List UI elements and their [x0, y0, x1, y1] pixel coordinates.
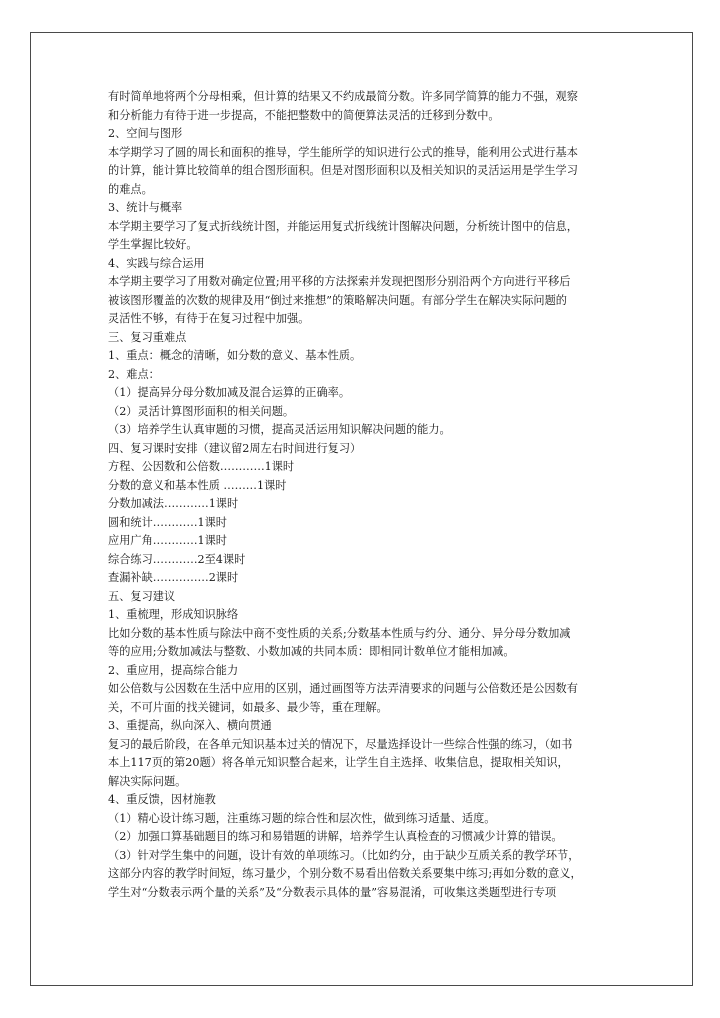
text-line: 2、重应用，提高综合能力: [108, 663, 239, 677]
text-line: 的计算，能计算比较简单的组合图形面积。但是对图形面积以及相关知识的灵活运用是学生学习: [108, 164, 578, 177]
text-line: （1）精心设计练习题，注重练习题的综合性和层次性，做到练习适量、适度。: [108, 811, 496, 825]
text-line: 1、重点：概念的清晰，如分数的意义、基本性质。: [108, 349, 362, 362]
text-line: 综合练习…………2至4课时: [108, 552, 246, 566]
text-line: （2）加强口算基础题目的练习和易错题的讲解，培养学生认真检查的习惯减少计算的错误。: [108, 830, 563, 843]
text-line: （1）提高异分母分数加减及混合运算的正确率。: [108, 386, 351, 399]
text-line: 3、统计与概率: [108, 201, 183, 214]
text-line: 被该图形覆盖的次数的规律及用“倒过来推想”的策略解决问题。有部分学生在解决实际问题的: [108, 293, 567, 307]
text-line: 本学期主要学习了用数对确定位置;用平移的方法探索并发现把图形分别沿两个方向进行平移后: [108, 275, 571, 288]
text-line: 复习的最后阶段，在各单元知识基本过关的情况下，尽量选择设计一些综合性强的练习，（如书: [108, 737, 573, 751]
text-line: 这部分内容的教学时间短，练习量少，个别分数不易看出倍数关系要集中练习;再如分数的意义，: [108, 867, 582, 880]
text-line: 2、空间与图形: [108, 127, 183, 140]
text-line: 应用广角…………1课时: [108, 534, 227, 547]
text-line: 学生对“分数表示两个量的关系”及“分数表示具体的量”容易混淆，可收集这类题型进行专项: [108, 885, 557, 899]
text-line: 解决实际问题。: [108, 774, 187, 788]
text-line: 学生掌握比较好。: [108, 238, 198, 251]
text-line: 圆和统计…………1课时: [108, 515, 227, 529]
text-line: 分数的意义和基本性质 ………1课时: [108, 478, 287, 492]
text-line: 三、复习重难点: [108, 330, 187, 344]
text-line: 查漏补缺……………2课时: [108, 571, 239, 584]
text-line: 和分析能力有待于进一步提高，不能把整数中的简便算法灵活的迁移到分数中。: [108, 108, 500, 122]
text-line: 1、重梳理，形成知识脉络: [108, 608, 239, 621]
document-body: [108, 88, 640, 902]
text-line: 比如分数的基本性质与除法中商不变性质的关系;分数基本性质与约分、通分、异分母分数加减: [108, 626, 571, 640]
text-line: 的难点。: [108, 182, 153, 196]
text-line: 方程、公因数和公倍数…………1课时: [108, 460, 295, 473]
text-line: 4、重反馈，因材施教: [108, 793, 216, 806]
text-line: 关，不可片面的找关键词，如最多、最少等，重在理解。: [108, 700, 388, 714]
text-line: 本学期学习了圆的周长和面积的推导，学生能所学的知识进行公式的推导，能利用公式进行基本: [108, 145, 578, 159]
text-line: 4、实践与综合运用: [108, 256, 205, 270]
text-line: 四、复习课时安排（建议留2周左右时间进行复习）: [108, 441, 362, 455]
text-line: 分数加减法…………1课时: [108, 497, 239, 510]
text-line: （3）培养学生认真审题的习惯，提高灵活运用知识解决问题的能力。: [108, 423, 451, 436]
text-line: （3）针对学生集中的问题，设计有效的单项练习。（比如约分，由于缺少互质关系的教学环节，: [108, 848, 580, 862]
text-line: 等的应用;分数加减法与整数、小数加减的共同本质：即相同计数单位才能相加减。: [108, 645, 515, 658]
text-line: 本学期主要学习了复式折线统计图，并能运用复式折线统计图解决问题，分析统计图中的信息，: [108, 219, 578, 233]
text-line: 3、重提高，纵向深入、横向贯通: [108, 719, 272, 732]
text-line: 有时简单地将两个分母相乘，但计算的结果又不约成最简分数。许多同学简算的能力不强，观察: [108, 90, 578, 103]
text-line: 如公倍数与公因数在生活中应用的区别，通过画图等方法弄清要求的问题与公倍数还是公因数有: [108, 682, 578, 695]
text-line: （2）灵活计算图形面积的相关问题。: [108, 404, 295, 418]
text-line: 2、难点：: [108, 367, 160, 381]
text-line: 灵活性不够，有待于在复习过程中加强。: [108, 312, 310, 325]
text-line: 五、复习建议: [108, 589, 176, 603]
text-line: 本上117页的第20题）将各单元知识整合起来，让学生自主选择、收集信息，提取相关知识，: [108, 756, 569, 769]
